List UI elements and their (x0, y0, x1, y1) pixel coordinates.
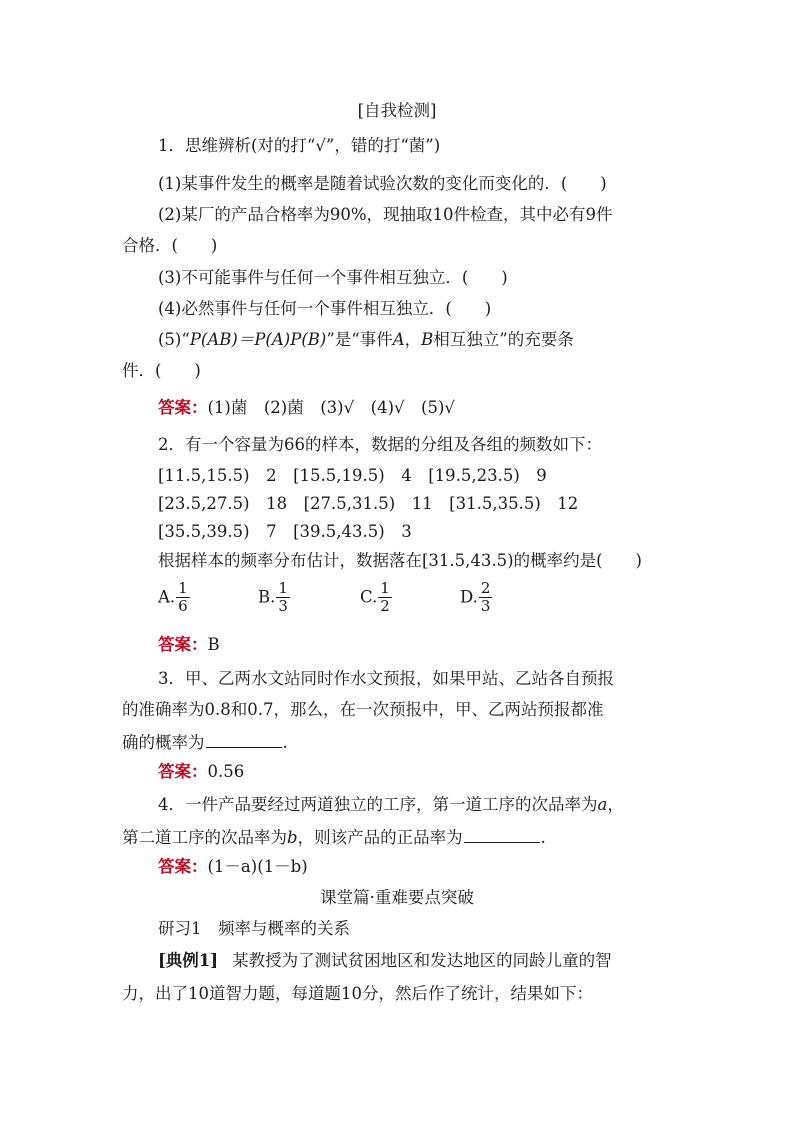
section-heading: 课堂篇·重难要点突破 (320, 888, 474, 907)
q1-item-3: (3)不可能事件与任何一个事件相互独立．( ) (158, 268, 508, 287)
q1-item-5-formula: P(AB)＝P(A)P(B) (189, 330, 327, 349)
fraction-numerator: 2 (480, 579, 491, 597)
q3-line-3-period: . (282, 733, 288, 752)
q3-line-3-text: 确的概率为 (122, 733, 205, 752)
q4-var-b: b (287, 828, 298, 847)
q1-item-5-var-b: B (421, 330, 434, 349)
q4-line-2 (122, 824, 546, 850)
fraction-numerator: 1 (380, 579, 390, 597)
q1-item-5-sep: ， (404, 330, 422, 349)
option-c (360, 580, 392, 615)
fraction-denominator: 2 (380, 597, 390, 615)
q4-line-1-end: ， (607, 795, 624, 814)
fraction (378, 580, 392, 615)
option-label: A. (158, 587, 176, 607)
q1-item-4: (4)必然事件与任何一个事件相互独立．( ) (158, 299, 492, 318)
answer-text: (1－a)(1－b) (207, 857, 308, 876)
option-a (158, 580, 190, 615)
q4-answer (158, 855, 308, 879)
fraction-denominator: 3 (278, 597, 288, 615)
fraction-denominator: 3 (480, 597, 491, 615)
fill-blank (206, 729, 282, 748)
study-title: 研习1 频率与概率的关系 (158, 919, 350, 938)
q3-answer (158, 760, 244, 784)
q2-stem: 2．有一个容量为66的样本，数据的分组及各组的频数如下： (158, 435, 602, 454)
q1-item-5-var-a: A (392, 330, 405, 349)
q2-row-1: [11.5,15.5) 2 [15.5,19.5) 4 [19.5,23.5) 9 (158, 466, 547, 485)
option-label: C. (360, 587, 378, 607)
q1-item-2-line-2: 合格．( ) (122, 236, 218, 255)
option-b (258, 580, 290, 615)
q1-item-5-line-2: 件．( ) (122, 361, 201, 380)
fraction-numerator: 1 (278, 579, 288, 597)
example-line-1 (158, 949, 612, 973)
example-text: 某教授为了测试贫困地区和发达地区的同龄儿童的智 (232, 951, 612, 970)
option-d (460, 580, 492, 615)
q4-line-1 (158, 793, 624, 817)
q4-line-2-mid: ，则该产品的正品率为 (297, 828, 463, 847)
option-label: B. (258, 587, 276, 607)
option-label: D. (460, 587, 478, 607)
q4-line-1-text: 4．一件产品要经过两道独立的工序，第一道工序的次品率为 (158, 795, 598, 814)
answer-label: 答案： (158, 762, 208, 781)
q1-stem: 1．思维辨析(对的打“√”，错的打“菌”) (158, 136, 441, 155)
q1-item-5-end: 相互独立”的充要条 (433, 330, 574, 349)
answer-label: 答案： (158, 857, 208, 876)
answer-text: B (207, 635, 220, 654)
q3-line-1: 3．甲、乙两水文站同时作水文预报，如果甲站、乙站各自预报 (158, 669, 614, 688)
fraction (276, 580, 290, 615)
q1-item-1: (1)某事件发生的概率是随着试验次数的变化而变化的．( ) (158, 174, 607, 193)
q2-options (158, 580, 618, 628)
q1-answer (158, 396, 455, 420)
q1-item-2-line-1: (2)某厂的产品合格率为90%，现抽取10件检查，其中必有9件 (158, 205, 613, 224)
fraction-numerator: 1 (178, 579, 188, 597)
fill-blank (464, 824, 540, 843)
q2-row-3: [35.5,39.5) 7 [39.5,43.5) 3 (158, 522, 412, 541)
q1-item-5-mid: ”是“事件 (326, 330, 393, 349)
q1-item-5-open: (5)“ (158, 330, 190, 349)
answer-label: 答案： (158, 635, 208, 654)
answer-text: 0.56 (207, 762, 245, 781)
example-label: [典例1] (158, 951, 219, 970)
q4-var-a: a (597, 795, 608, 814)
self-check-heading: [自我检测] (357, 101, 437, 120)
answer-text: (1)菌 (2)菌 (3)√ (4)√ (5)√ (207, 398, 455, 417)
q2-row-2: [23.5,27.5) 18 [27.5,31.5) 11 [31.5,35.5) 12 (158, 494, 579, 513)
example-line-2: 力，出了10道智力题，每道题10分，然后作了统计，结果如下： (122, 984, 593, 1003)
q1-item-5-line-1 (158, 328, 574, 352)
q2-ask: 根据样本的频率分布估计，数据落在[31.5,43.5)的概率约是( ) (158, 551, 642, 570)
q3-line-2: 的准确率为0.8和0.7，那么，在一次预报中，甲、乙两站预报都准 (122, 700, 604, 719)
q4-line-2-period: . (540, 828, 546, 847)
q2-answer (158, 633, 220, 657)
answer-label: 答案： (158, 398, 208, 417)
fraction-denominator: 6 (178, 597, 188, 615)
fraction (176, 580, 190, 615)
q4-line-2-text: 第二道工序的次品率为 (122, 828, 287, 847)
fraction (479, 580, 493, 615)
q3-line-3 (122, 729, 288, 755)
